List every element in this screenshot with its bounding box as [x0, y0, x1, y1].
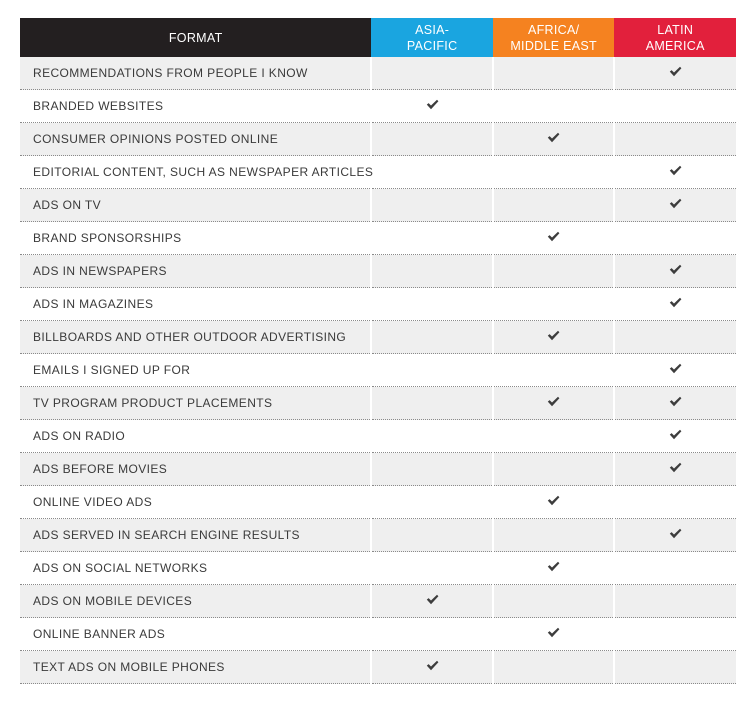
row-label: RECOMMENDATIONS FROM PEOPLE I KNOW	[20, 57, 371, 90]
region-cell	[493, 453, 615, 486]
checkmark-icon	[547, 495, 560, 506]
header-africa-middle-east-line-2: MIDDLE EAST	[510, 38, 597, 53]
region-cell	[614, 453, 736, 486]
table-row	[20, 519, 736, 552]
region-cell	[614, 354, 736, 387]
region-cell	[614, 618, 736, 651]
checkmark-icon	[669, 363, 682, 374]
checkmark-icon	[547, 330, 560, 341]
region-cell	[493, 354, 615, 387]
row-label: BILLBOARDS AND OTHER OUTDOOR ADVERTISING	[20, 321, 371, 354]
table-row	[20, 57, 736, 90]
region-cell	[614, 189, 736, 222]
checkmark-icon	[547, 561, 560, 572]
region-cell	[614, 486, 736, 519]
checkmark-icon	[669, 396, 682, 407]
region-cell	[493, 255, 615, 288]
region-cell	[371, 387, 493, 420]
region-cell	[493, 288, 615, 321]
region-cell	[371, 189, 493, 222]
region-cell	[493, 486, 615, 519]
region-cell	[371, 519, 493, 552]
region-cell	[493, 90, 615, 123]
region-cell	[371, 222, 493, 255]
table-row	[20, 255, 736, 288]
format-region-table	[20, 18, 736, 684]
row-label: ADS ON TV	[20, 189, 371, 222]
table-row	[20, 222, 736, 255]
region-cell	[371, 255, 493, 288]
region-cell	[614, 156, 736, 189]
checkmark-icon	[669, 165, 682, 176]
region-cell	[493, 387, 615, 420]
checkmark-icon	[669, 528, 682, 539]
region-cell	[493, 618, 615, 651]
row-label: ADS IN MAGAZINES	[20, 288, 371, 321]
table-row	[20, 618, 736, 651]
table-row	[20, 387, 736, 420]
region-cell	[371, 618, 493, 651]
header-asia-pacific-line-1: ASIA-	[415, 22, 450, 37]
region-cell	[614, 255, 736, 288]
row-label: ONLINE BANNER ADS	[20, 618, 371, 651]
region-cell	[614, 90, 736, 123]
table-row	[20, 453, 736, 486]
row-label: BRANDED WEBSITES	[20, 90, 371, 123]
checkmark-icon	[426, 594, 439, 605]
region-cell	[371, 651, 493, 684]
row-label: ADS BEFORE MOVIES	[20, 453, 371, 486]
region-cell	[493, 222, 615, 255]
region-cell	[614, 585, 736, 618]
checkmark-icon	[547, 396, 560, 407]
checkmark-icon	[547, 132, 560, 143]
row-label: ADS ON SOCIAL NETWORKS	[20, 552, 371, 585]
header-asia-pacific-line-2: PACIFIC	[406, 38, 458, 53]
region-cell	[371, 90, 493, 123]
region-cell	[493, 57, 615, 90]
region-cell	[493, 519, 615, 552]
row-label: TV PROGRAM PRODUCT PLACEMENTS	[20, 387, 371, 420]
table-row	[20, 651, 736, 684]
region-cell	[493, 189, 615, 222]
checkmark-icon	[547, 627, 560, 638]
header-asia-pacific	[371, 18, 493, 57]
table-row	[20, 90, 736, 123]
region-cell	[371, 288, 493, 321]
row-label: ADS ON RADIO	[20, 420, 371, 453]
region-cell	[493, 585, 615, 618]
header-latin-america-line-2: AMERICA	[645, 38, 705, 53]
header-africa-middle-east	[493, 18, 615, 57]
header-latin-america-line-1: LATIN	[657, 22, 694, 37]
row-label: ADS SERVED IN SEARCH ENGINE RESULTS	[20, 519, 371, 552]
region-cell	[371, 354, 493, 387]
region-cell	[614, 651, 736, 684]
region-cell	[614, 222, 736, 255]
region-cell	[371, 420, 493, 453]
region-cell	[614, 57, 736, 90]
row-label: ONLINE VIDEO ADS	[20, 486, 371, 519]
checkmark-icon	[669, 66, 682, 77]
region-cell	[371, 552, 493, 585]
region-cell	[493, 420, 615, 453]
table-row	[20, 585, 736, 618]
region-cell	[614, 123, 736, 156]
checkmark-icon	[669, 462, 682, 473]
checkmark-icon	[669, 198, 682, 209]
checkmark-icon	[547, 231, 560, 242]
checkmark-icon	[426, 99, 439, 110]
region-cell	[614, 420, 736, 453]
region-cell	[371, 321, 493, 354]
region-cell	[493, 552, 615, 585]
checkmark-icon	[669, 297, 682, 308]
header-africa-middle-east-line-1: AFRICA/	[527, 22, 580, 37]
header-format: FORMAT	[20, 18, 371, 57]
checkmark-icon	[669, 264, 682, 275]
region-cell	[614, 288, 736, 321]
table-row	[20, 486, 736, 519]
region-cell	[493, 123, 615, 156]
region-cell	[371, 486, 493, 519]
table-header-row	[20, 18, 736, 57]
table-row	[20, 354, 736, 387]
region-cell	[371, 123, 493, 156]
row-label: EMAILS I SIGNED UP FOR	[20, 354, 371, 387]
row-label: TEXT ADS ON MOBILE PHONES	[20, 651, 371, 684]
region-cell	[371, 585, 493, 618]
table-row	[20, 189, 736, 222]
row-label: ADS ON MOBILE DEVICES	[20, 585, 371, 618]
region-cell	[493, 651, 615, 684]
region-cell	[614, 387, 736, 420]
table-row	[20, 321, 736, 354]
region-cell	[493, 321, 615, 354]
region-cell	[493, 156, 615, 189]
row-label: CONSUMER OPINIONS POSTED ONLINE	[20, 123, 371, 156]
region-cell	[614, 321, 736, 354]
region-cell	[371, 453, 493, 486]
region-cell	[614, 519, 736, 552]
table-row	[20, 123, 736, 156]
table-row	[20, 420, 736, 453]
row-label: ADS IN NEWSPAPERS	[20, 255, 371, 288]
table-row	[20, 156, 736, 189]
checkmark-icon	[426, 660, 439, 671]
row-label: BRAND SPONSORSHIPS	[20, 222, 371, 255]
table-row	[20, 552, 736, 585]
header-latin-america	[614, 18, 736, 57]
table-body	[20, 57, 736, 684]
region-cell	[371, 57, 493, 90]
region-cell	[614, 552, 736, 585]
row-label: EDITORIAL CONTENT, SUCH AS NEWSPAPER ARTICLES	[20, 156, 371, 189]
table-row	[20, 288, 736, 321]
region-cell	[371, 156, 493, 189]
checkmark-icon	[669, 429, 682, 440]
